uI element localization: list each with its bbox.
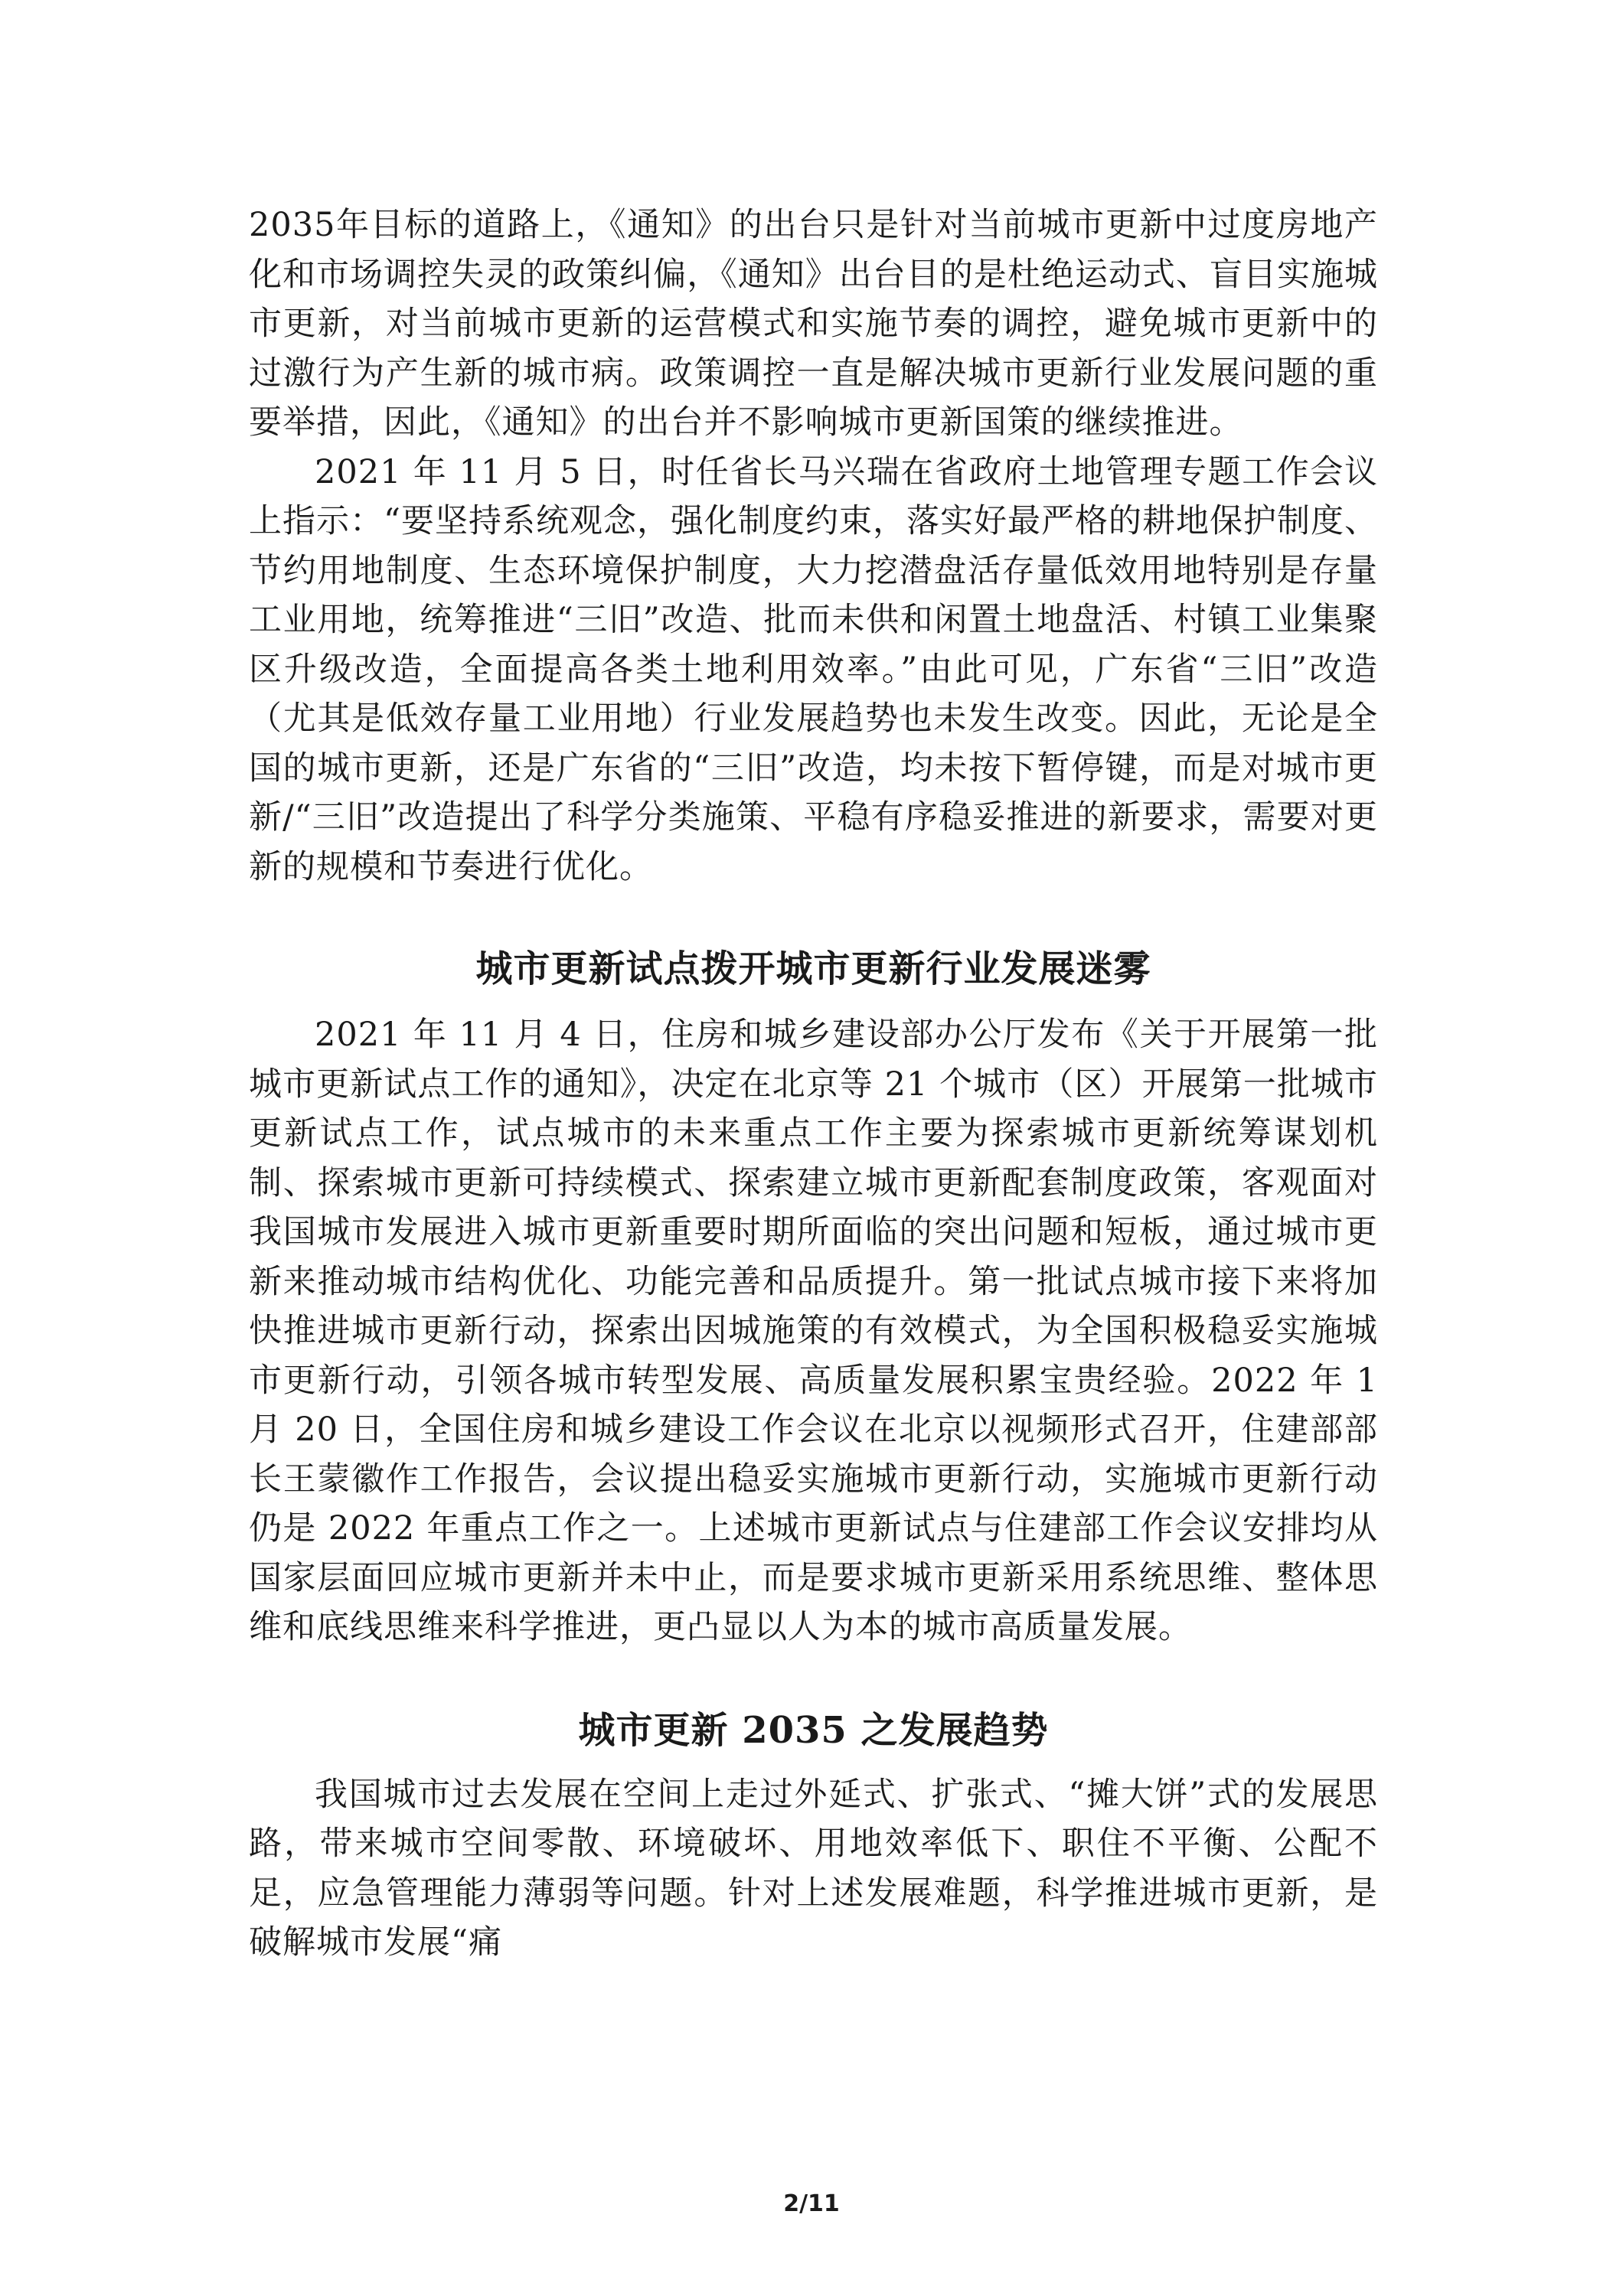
- body-paragraph: 2021 年 11 月 4 日，住房和城乡建设部办公厅发布《关于开展第一批城市更新试点工作的通知》，决定在北京等 21 个城市（区）开展第一批城市更新试点工作，试点城市的未来重点工作主要为探索城市更新统筹谋划机制、探索城市更新可持续模式、探索建立城市更新配套制度政策，客观面对我国城市发展进入城市更新重要时期所面临的突出问题和短板，通过城市更新来推动城市结构优化、功能完善和品质提升。第一批试点城市接下来将加快推进城市更新行动，探索出因城施策的有效模式，为全国积极稳妥实施城市更新行动，引领各城市转型发展、高质量发展积累宝贵经验。2022 年 1 月 20 日，全国住房和城乡建设工作会议在北京以视频形式召开，住建部部长王蒙徽作工作报告，会议提出稳妥实施城市更新行动，实施城市更新行动仍是 2022 年重点工作之一。上述城市更新试点与住建部工作会议安排均从国家层面回应城市更新并未中止，而是要求城市更新采用系统思维、整体思维和底线思维来科学推进，更凸显以人为本的城市高质量发展。: [249, 1016, 1378, 1646]
- body-paragraph: 我国城市过去发展在空间上走过外延式、扩张式、“摊大饼”式的发展思路，带来城市空间零散、环境破坏、用地效率低下、职住不平衡、公配不足，应急管理能力薄弱等问题。针对上述发展难题，科学推进城市更新，是破解城市发展“痛: [249, 1775, 1378, 1962]
- body-paragraph-continued: 2035年目标的道路上，《通知》的出台只是针对当前城市更新中过度房地产化和市场调控失灵的政策纠偏，《通知》出台目的是杜绝运动式、盲目实施城市更新，对当前城市更新的运营模式和实施节奏的调控，避免城市更新中的过激行为产生新的城市病。政策调控一直是解决城市更新行业发展问题的重要举措，因此，《通知》的出台并不影响城市更新国策的继续推进。: [249, 206, 1378, 442]
- body-paragraph: 2021 年 11 月 5 日，时任省长马兴瑞在省政府土地管理专题工作会议上指示：“要坚持系统观念，强化制度约束，落实好最严格的耕地保护制度、节约用地制度、生态环境保护制度，大力挖潜盘活存量低效用地特别是存量工业用地，统筹推进“三旧”改造、批而未供和闲置土地盘活、村镇工业集聚区升级改造，全面提高各类土地利用效率。”由此可见，广东省“三旧”改造（尤其是低效存量工业用地）行业发展趋势也未发生改变。因此，无论是全国的城市更新，还是广东省的“三旧”改造，均未按下暂停键，而是对城市更新/“三旧”改造提出了科学分类施策、平稳有序稳妥推进的新要求，需要对更新的规模和节奏进行优化。: [249, 452, 1378, 886]
- page-content: [249, 201, 1378, 1968]
- page-number: 2/11: [783, 2190, 840, 2217]
- section-heading: 城市更新试点拨开城市更新行业发展迷雾: [475, 947, 1151, 990]
- section-heading: 城市更新 2035 之发展趋势: [578, 1708, 1049, 1752]
